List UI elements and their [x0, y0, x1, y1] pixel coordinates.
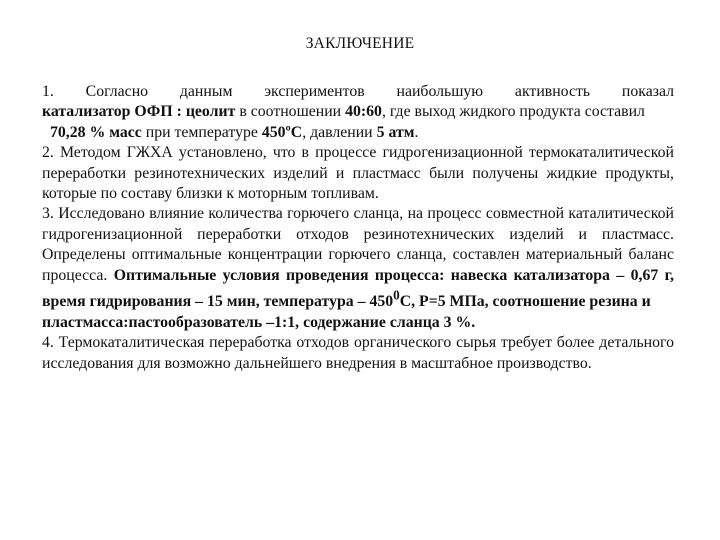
p3-conditions-part-3: пластмасса:пастообразователь –1:1, содержание сланца 3 %. — [42, 313, 476, 331]
paragraph-1-line-2 — [42, 102, 674, 122]
p1-text-k: . — [414, 123, 419, 141]
paragraph-1-line-3 — [42, 123, 674, 143]
p3-plain: 3. Исследовано влияние количества горючего сланца, на процесс совместной каталитической гидрогенизационной переработки отходов резинотехнических изделий и пластмасс. Определены оптимальные концентрации горючего сланца, составлен материальный баланс процесса. — [42, 205, 674, 284]
p1-yield: 70,28 % масс — [50, 123, 142, 141]
p3-conditions-part-2: С, Р=5 МПа, соотношение резина и — [399, 293, 651, 311]
p1-text-i: , давлении — [302, 123, 373, 141]
p1-temperature: 450ºС — [261, 123, 303, 141]
p3-conditions — [42, 267, 674, 311]
p1-text-c: в соотношении — [239, 103, 342, 121]
paragraph-1-line-1 — [42, 82, 674, 102]
p1-text-e: , где выход жидкого продукта составил — [381, 103, 645, 121]
paragraph-2: 2. Методом ГЖХА установлено, что в процессе гидрогенизационной термокаталитической переработки резинотехнических изделий и пластмасс были получены жидкие продукты, которые по составу близки к моторным топливам. — [42, 144, 674, 203]
p3-degree-sup: 0 — [393, 288, 400, 304]
conclusion-body — [42, 82, 674, 374]
paragraph-4: 4. Термокаталитическая переработка отходов органического сырья требует более детального исследования для возможно дальнейшего внедрения в масштабное производство. — [42, 334, 674, 372]
slide-title: ЗАКЛЮЧЕНИЕ — [305, 35, 415, 52]
p1-ratio: 40:60 — [345, 103, 382, 121]
p1-catalyst: катализатор ОФП : цеолит — [42, 103, 236, 121]
p3-conditions-part-1: Оптимальные условия проведения процесса: навеска катализатора – 0,67 г, время гидрирования – 15 мин, температура – 450 — [42, 266, 674, 311]
p1-text-g: при температуре — [145, 123, 258, 141]
paragraph-3 — [42, 204, 674, 333]
p1-text-a: 1. Согласно данным экспериментов наибольшую активность показал — [42, 83, 674, 100]
p1-pressure: 5 атм — [376, 123, 415, 141]
